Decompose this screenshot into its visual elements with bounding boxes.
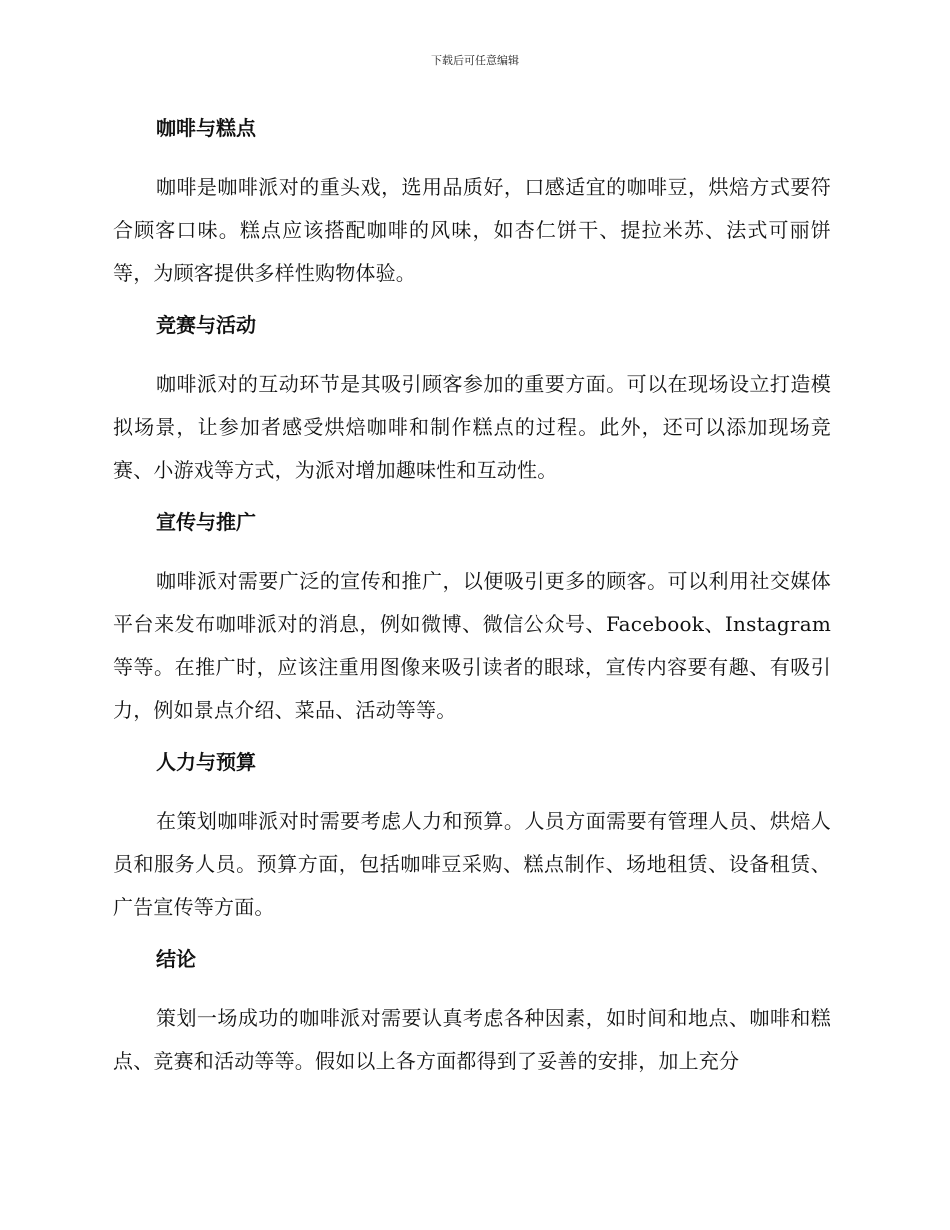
section-body-staff-budget: 在策划咖啡派对时需要考虑人力和预算。人员方面需要有管理人员、烘焙人员和服务人员。预算方面，包括咖啡豆采购、糕点制作、场地租赁、设备租赁、广告宣传等方面。: [113, 809, 831, 919]
document-body: [113, 108, 831, 1093]
section-title-conclusion: 结论: [156, 947, 196, 971]
section-title-promotion: 宣传与推广: [156, 510, 256, 534]
section-title-competition-activities: 竞赛与活动: [156, 313, 256, 337]
page-header: 下载后可任意编辑: [431, 54, 519, 67]
section-body-coffee-pastry: 咖啡是咖啡派对的重头戏，选用品质好，口感适宜的咖啡豆，烘焙方式要符合顾客口味。糕点应该搭配咖啡的风味，如杏仁饼干、提拉米苏、法式可丽饼等，为顾客提供多样性购物体验。: [113, 175, 831, 285]
section-title-staff-budget: 人力与预算: [156, 750, 256, 774]
section-body-conclusion: 策划一场成功的咖啡派对需要认真考虑各种因素，如时间和地点、咖啡和糕点、竞赛和活动等等。假如以上各方面都得到了妥善的安排，加上充分: [113, 1006, 831, 1073]
section-body-promotion: 咖啡派对需要广泛的宣传和推广，以便吸引更多的顾客。可以利用社交媒体平台来发布咖啡派对的消息，例如微博、微信公众号、Facebook、Instagram等等。在推广时，应该注重用图像来吸引读者的眼球，宣传内容要有趣、有吸引力，例如景点介绍、菜品、活动等等。: [113, 569, 831, 722]
section-title-coffee-pastry: 咖啡与糕点: [156, 116, 256, 140]
section-body-competition-activities: 咖啡派对的互动环节是其吸引顾客参加的重要方面。可以在现场设立打造模拟场景，让参加者感受烘焙咖啡和制作糕点的过程。此外，还可以添加现场竞赛、小游戏等方式，为派对增加趣味性和互动性。: [113, 372, 831, 482]
